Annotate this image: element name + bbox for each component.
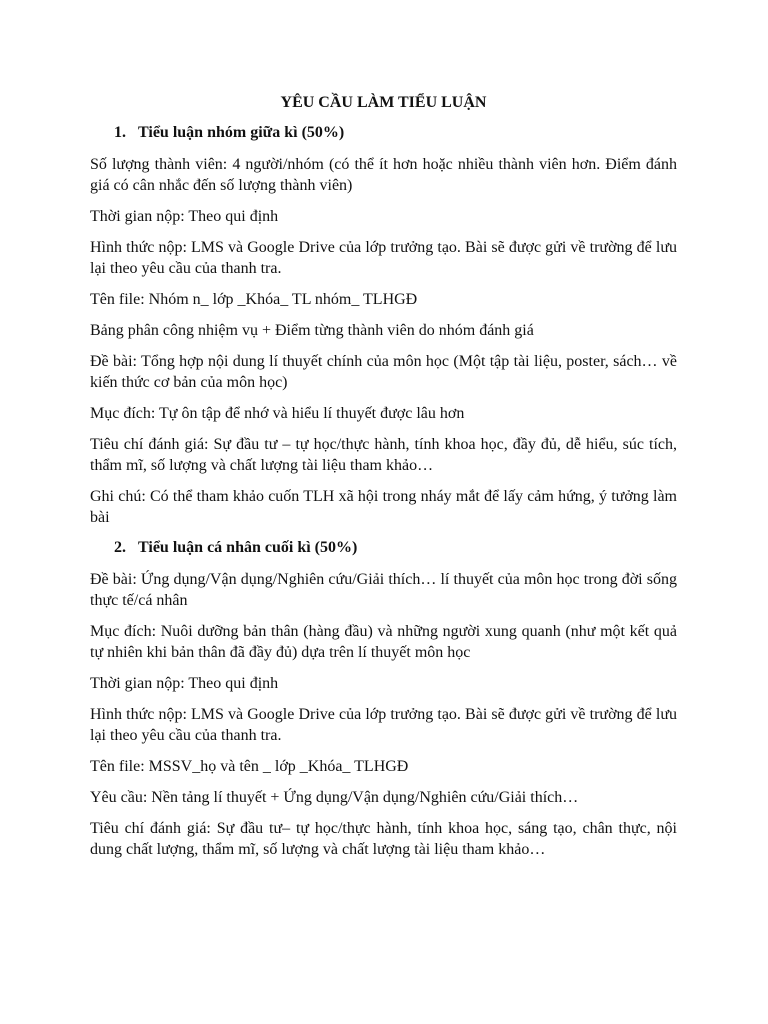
paragraph-file-name: Tên file: Nhóm n_ lớp _Khóa_ TL nhóm_ TLHGĐ xyxy=(90,291,418,308)
paragraph-purpose: Mục đích: Tự ôn tập để nhớ và hiểu lí thuyết được lâu hơn xyxy=(90,405,465,422)
paragraph-criteria: Tiêu chí đánh giá: Sự đầu tư – tự học/thực hành, tính khoa học, đầy đủ, dễ hiểu, súc tích, thẩm mĩ, số lượng và chất lượng tài liệu tham khảo… xyxy=(90,436,677,474)
section-heading xyxy=(90,538,677,558)
paragraph-task-assignment: Bảng phân công nhiệm vụ + Điểm từng thành viên do nhóm đánh giá xyxy=(90,322,534,339)
section-heading xyxy=(90,123,677,143)
paragraph-submission-method: Hình thức nộp: LMS và Google Drive của lớp trưởng tạo. Bài sẽ được gửi về trường để lưu lại theo yêu cầu của thanh tra. xyxy=(90,706,677,744)
paragraph-criteria: Tiêu chí đánh giá: Sự đầu tư– tự học/thực hành, tính khoa học, sáng tạo, chân thực, nội dung chất lượng, thẩm mĩ, số lượng và chất lượng tài liệu tham khảo… xyxy=(90,820,677,858)
paragraph-file-name: Tên file: MSSV_họ và tên _ lớp _Khóa_ TLHGĐ xyxy=(90,758,409,775)
section-2 xyxy=(90,538,677,860)
paragraph-submission-method: Hình thức nộp: LMS và Google Drive của lớp trưởng tạo. Bài sẽ được gửi về trường để lưu lại theo yêu cầu của thanh tra. xyxy=(90,239,677,277)
section-number: 2. xyxy=(114,539,126,556)
paragraph-requirements: Yêu cầu: Nền tảng lí thuyết + Ứng dụng/Vận dụng/Nghiên cứu/Giải thích… xyxy=(90,789,579,806)
section-heading-text: Tiểu luận cá nhân cuối kì (50%) xyxy=(138,539,358,556)
paragraph-topic: Đề bài: Tổng hợp nội dung lí thuyết chính của môn học (Một tập tài liệu, poster, sách… về kiến thức cơ bản của môn học) xyxy=(90,353,677,391)
paragraph-note: Ghi chú: Có thể tham khảo cuốn TLH xã hội trong nháy mắt để lấy cảm hứng, ý tưởng làm bài xyxy=(90,488,677,526)
paragraph-member-count: Số lượng thành viên: 4 người/nhóm (có thể ít hơn hoặc nhiều thành viên hơn. Điểm đánh giá có cân nhắc đến số lượng thành viên) xyxy=(90,156,677,194)
document-title: YÊU CẦU LÀM TIỂU LUẬN xyxy=(280,94,487,111)
document-page xyxy=(90,93,677,870)
paragraph-purpose: Mục đích: Nuôi dưỡng bản thân (hàng đầu) và những người xung quanh (như một kết quả tự nhiên khi bản thân đã đầy đủ) dựa trên lí thuyết môn học xyxy=(90,623,677,661)
section-heading-text: Tiểu luận nhóm giữa kì (50%) xyxy=(138,124,345,141)
paragraph-deadline: Thời gian nộp: Theo qui định xyxy=(90,675,279,692)
paragraph-topic: Đề bài: Ứng dụng/Vận dụng/Nghiên cứu/Giải thích… lí thuyết của môn học trong đời sống thực tế/cá nhân xyxy=(90,571,677,609)
section-1 xyxy=(90,123,677,528)
section-number: 1. xyxy=(114,124,126,141)
paragraph-deadline: Thời gian nộp: Theo qui định xyxy=(90,208,279,225)
